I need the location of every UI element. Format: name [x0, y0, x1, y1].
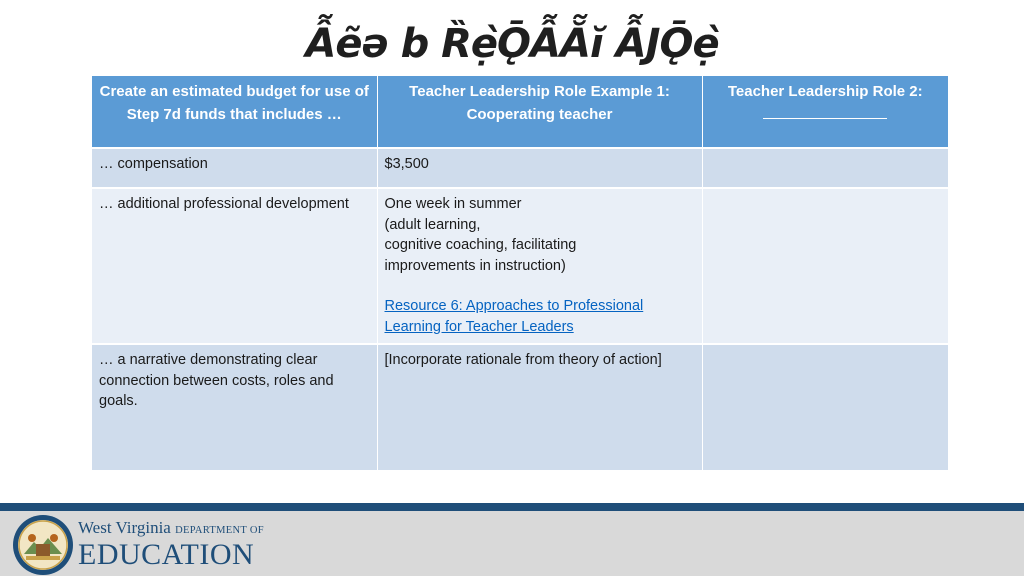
- row-item-professional-development: … additional professional development: [92, 188, 377, 344]
- resource-6-link[interactable]: Resource 6: Approaches to Professional: [384, 298, 644, 314]
- table-row: [92, 344, 948, 471]
- role2-cell[interactable]: [702, 148, 948, 188]
- role2-cell[interactable]: [702, 188, 948, 344]
- footer-divider-bar: [0, 503, 1024, 511]
- table-row: [92, 188, 948, 344]
- row-item-compensation: … compensation: [92, 148, 377, 188]
- logo-state-name: West Virginia: [78, 518, 171, 537]
- narrative-value: [Incorporate rationale from theory of action]: [377, 344, 702, 471]
- professional-development-value: [377, 188, 702, 344]
- state-seal-icon: [12, 514, 74, 576]
- table-header-row: [92, 76, 948, 148]
- compensation-value: $3,500: [377, 148, 702, 188]
- header-role-2: [702, 76, 948, 148]
- header-budget-items: Create an estimated budget for use of Step 7d funds that includes …: [92, 76, 377, 148]
- logo-education: EDUCATION: [78, 538, 255, 571]
- budget-table: [92, 76, 948, 472]
- pd-text-line: One week in summer: [384, 196, 522, 212]
- wv-education-logo: [78, 519, 264, 570]
- header-role-example-1: Teacher Leadership Role Example 1: Cooperating teacher: [377, 76, 702, 148]
- table-row: [92, 148, 948, 188]
- logo-department: DEPARTMENT OF: [175, 525, 264, 536]
- header-role-2-label: Teacher Leadership Role 2:: [727, 83, 923, 100]
- role2-cell[interactable]: [702, 344, 948, 471]
- slide-title: Ẫẽə b Ȑẹ̀ǬẪẴĭ ẪJǬẹ̀: [305, 21, 719, 67]
- pd-text-line: improvements in instruction): [384, 257, 566, 274]
- fill-in-blank-line: [763, 104, 887, 119]
- resource-6-link[interactable]: Learning for Teacher Leaders: [384, 318, 574, 335]
- pd-text-line: cognitive coaching, facilitating: [384, 237, 577, 253]
- pd-text-line: (adult learning,: [384, 216, 481, 233]
- row-item-narrative: … a narrative demonstrating clear connection between costs, roles and goals.: [92, 344, 377, 471]
- footer: [0, 511, 1024, 576]
